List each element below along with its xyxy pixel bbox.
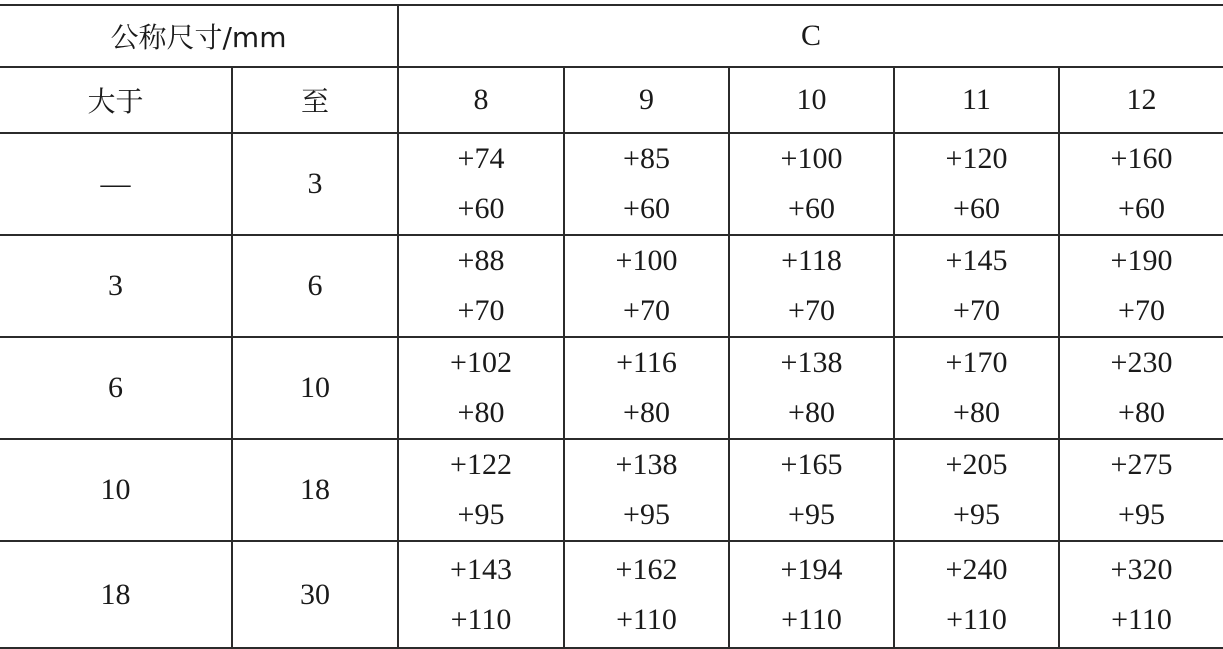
upper-deviation: +143 — [450, 552, 512, 586]
grade-header: 8 — [398, 67, 564, 133]
lower-deviation: +95 — [1118, 498, 1165, 531]
lower-deviation: +110 — [450, 602, 512, 636]
over-label: 大于 — [87, 85, 144, 118]
upper-deviation: +138 — [615, 448, 678, 481]
lower-deviation: +80 — [1118, 396, 1165, 429]
lower-deviation: +70 — [1118, 294, 1165, 327]
to-header — [232, 67, 398, 133]
deviation-cell — [1059, 439, 1223, 541]
deviation-cell — [564, 133, 729, 235]
deviation-cell — [894, 439, 1059, 541]
size-over-cell: — — [0, 133, 232, 235]
size-over-cell: 18 — [0, 541, 232, 648]
table-row — [0, 337, 1223, 439]
over-header — [0, 67, 232, 133]
lower-deviation: +60 — [788, 192, 835, 225]
upper-deviation: +165 — [780, 448, 843, 481]
grade-header: 10 — [729, 67, 894, 133]
tolerance-table — [0, 4, 1223, 649]
upper-deviation: +74 — [457, 142, 505, 175]
upper-deviation: +100 — [780, 142, 843, 175]
nominal-size-header — [0, 5, 398, 67]
deviation-cell — [564, 235, 729, 337]
size-to-cell: 18 — [232, 439, 398, 541]
deviation-cell — [894, 133, 1059, 235]
deviation-cell — [564, 337, 729, 439]
table-row — [0, 235, 1223, 337]
upper-deviation: +138 — [780, 346, 843, 379]
grade-header: 12 — [1059, 67, 1223, 133]
lower-deviation: +60 — [623, 192, 670, 225]
table-row — [0, 133, 1223, 235]
tolerance-zone-label: C — [800, 19, 821, 52]
upper-deviation: +120 — [945, 142, 1008, 175]
lower-deviation: +60 — [953, 192, 1000, 225]
upper-deviation: +100 — [615, 244, 678, 277]
upper-deviation: +145 — [945, 244, 1008, 277]
size-over-cell: 6 — [0, 337, 232, 439]
upper-deviation: +170 — [945, 346, 1008, 379]
lower-deviation: +110 — [1111, 602, 1172, 636]
size-over-cell: 10 — [0, 439, 232, 541]
deviation-cell — [398, 337, 564, 439]
deviation-cell — [729, 541, 894, 648]
lower-deviation: +95 — [623, 498, 670, 531]
deviation-cell — [564, 439, 729, 541]
upper-deviation: +85 — [623, 142, 670, 175]
lower-deviation: +60 — [1118, 192, 1165, 225]
lower-deviation: +70 — [953, 294, 1000, 327]
lower-deviation: +80 — [457, 396, 505, 429]
header-row-1 — [0, 5, 1223, 67]
deviation-cell — [398, 133, 564, 235]
nominal-size-label: 公称尺寸/mm — [110, 21, 287, 54]
deviation-cell — [398, 541, 564, 648]
deviation-cell — [729, 133, 894, 235]
tolerance-zone-header — [398, 5, 1223, 67]
deviation-cell — [894, 541, 1059, 648]
table-row — [0, 439, 1223, 541]
upper-deviation: +205 — [945, 448, 1008, 481]
deviation-cell — [729, 235, 894, 337]
upper-deviation: +194 — [780, 552, 843, 586]
lower-deviation: +70 — [457, 294, 505, 327]
upper-deviation: +102 — [450, 346, 512, 379]
deviation-cell — [398, 439, 564, 541]
grade-header: 11 — [894, 67, 1059, 133]
lower-deviation: +60 — [457, 192, 505, 225]
deviation-cell — [894, 337, 1059, 439]
deviation-cell — [564, 541, 729, 648]
header-row-2 — [0, 67, 1223, 133]
upper-deviation: +190 — [1110, 244, 1173, 277]
grade-header: 9 — [564, 67, 729, 133]
size-to-cell: 10 — [232, 337, 398, 439]
upper-deviation: +240 — [945, 552, 1008, 586]
lower-deviation: +70 — [623, 294, 670, 327]
lower-deviation: +70 — [788, 294, 835, 327]
deviation-cell — [398, 235, 564, 337]
lower-deviation: +80 — [953, 396, 1000, 429]
lower-deviation: +95 — [457, 498, 505, 531]
upper-deviation: +162 — [615, 552, 678, 586]
deviation-cell — [1059, 337, 1223, 439]
size-to-cell: 3 — [232, 133, 398, 235]
lower-deviation: +110 — [616, 602, 677, 636]
lower-deviation: +95 — [953, 498, 1000, 531]
deviation-cell — [894, 235, 1059, 337]
upper-deviation: +230 — [1110, 346, 1173, 379]
upper-deviation: +320 — [1110, 552, 1173, 586]
upper-deviation: +160 — [1110, 142, 1173, 175]
upper-deviation: +118 — [781, 244, 842, 277]
size-to-cell: 30 — [232, 541, 398, 648]
deviation-cell — [729, 337, 894, 439]
size-to-cell: 6 — [232, 235, 398, 337]
deviation-cell — [1059, 133, 1223, 235]
upper-deviation: +116 — [616, 346, 677, 379]
upper-deviation: +122 — [450, 448, 512, 481]
size-over-cell: 3 — [0, 235, 232, 337]
deviation-cell — [729, 439, 894, 541]
lower-deviation: +80 — [623, 396, 670, 429]
deviation-cell — [1059, 541, 1223, 648]
lower-deviation: +110 — [946, 602, 1007, 636]
lower-deviation: +80 — [788, 396, 835, 429]
lower-deviation: +110 — [781, 602, 842, 636]
to-label: 至 — [300, 85, 329, 118]
upper-deviation: +275 — [1110, 448, 1173, 481]
table-row — [0, 541, 1223, 648]
upper-deviation: +88 — [457, 244, 505, 277]
deviation-cell — [1059, 235, 1223, 337]
lower-deviation: +95 — [788, 498, 835, 531]
